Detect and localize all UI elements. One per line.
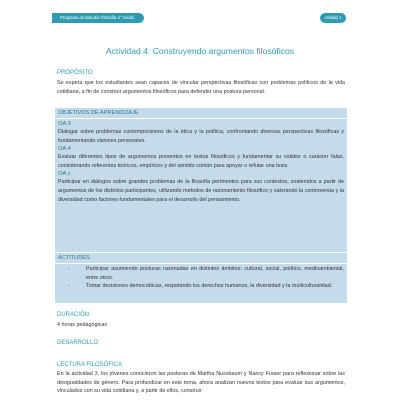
lectura-heading: LECTURA FILOSÓFICA xyxy=(57,362,123,368)
list-dash: - xyxy=(68,266,70,272)
actitudes-heading: ACTITUDES xyxy=(58,255,90,261)
page-header xyxy=(0,0,400,36)
duracion-heading: DURACIÓN xyxy=(57,312,90,318)
proposito-text: Se espera que los estudiantes sean capaces de vincular perspectivas filosóficas con problemas políticos de la vida cotidiana, a fin de construir argumentos filosóficos para defender una postura personal. xyxy=(57,80,345,95)
list-item-text: Tomar decisiones democráticas, respetando los derechos humanos, la diversidad y la multiculturalidad. xyxy=(86,283,333,290)
oa-item xyxy=(58,170,344,204)
oa-text: Participar en diálogos sobre grandes problemas de la filosofía pertinentes para sus contextos, sostenidos a partir de argumentos de los distintos participantes, utilizando métodos de razonamiento filosófico y valorando la controversia y la diversidad como factores fundamentales para el desarrollo del pensamiento. xyxy=(58,179,344,203)
list-dash: - xyxy=(68,283,70,290)
page-title: Actividad 4: Construyendo argumentos filosóficos xyxy=(105,46,295,56)
oa-label: OA c xyxy=(58,171,71,178)
objetivos-heading: OBJETIVOS DE APRENDIZAJE xyxy=(58,110,139,116)
oa-text: Dialogar sobre problemas contemporáneos de la ética y la política, confrontando diversas perspectivas filosóficas y fundamentando visiones personales. xyxy=(58,129,344,144)
lectura-text: En la actividad 3, los jóvenes conocieron las posturas de Martha Nussbaum y Nancy Fraser para reflexionar sobre las desigualdades de género. Para profundizar en este tema, ahora analizan nuevos textos para evaluar sus argumentos, vinculados con su vida cotidiana y, a partir de ellos, construir xyxy=(57,371,345,395)
actitudes-list xyxy=(55,263,347,293)
program-tab: Programa de Estudio Filosofía 4° medio xyxy=(52,13,144,23)
oa-label: OA 3 xyxy=(58,121,71,127)
objetivos-list xyxy=(55,118,347,206)
list-item-text: Participar asumiendo posturas razonadas en distintos ámbitos: cultural, social, político, medioambiental, entre otros. xyxy=(86,266,344,281)
list-item xyxy=(58,265,344,282)
proposito-heading: PROPÓSITO xyxy=(57,70,93,76)
oa-item xyxy=(58,120,344,145)
list-item xyxy=(58,282,344,291)
unit-tab: Unidad 1 xyxy=(320,13,346,23)
oa-label: OA 4 xyxy=(58,146,71,153)
desarrollo-heading: DESARROLLO xyxy=(57,340,99,346)
actitudes-box xyxy=(55,253,347,303)
oa-item xyxy=(58,145,344,170)
duracion-text: 4 horas pedagógicas xyxy=(57,322,108,328)
objetivos-box xyxy=(55,108,347,252)
oa-text: Evaluar diferentes tipos de argumentos presentes en textos filosóficos y fundamentar su validez o carácter falaz, considerando referentes teóricos, empíricos y del sentido común para apoyar o refutar una tesis. xyxy=(58,154,344,169)
